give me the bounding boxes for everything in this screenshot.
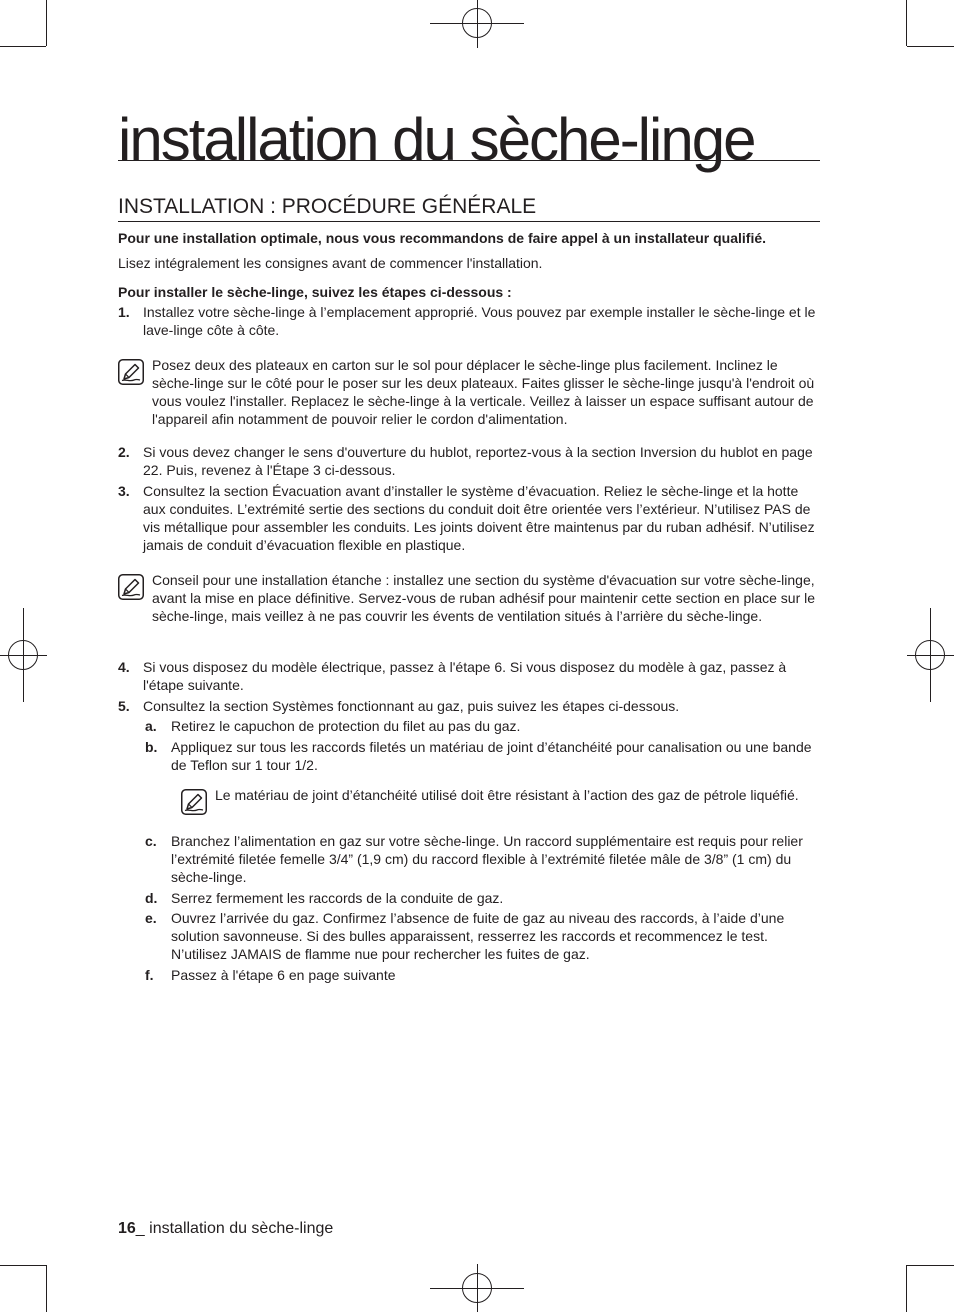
substep-b	[145, 738, 820, 774]
substep-text: Appliquez sur tous les raccords filetés un matériau de joint d’étanchéité pour canalisation ou une bande de Teflon sur 1 tour 1/2.	[171, 739, 812, 773]
pencil-note-icon	[118, 574, 144, 600]
crop-mark	[906, 1265, 907, 1312]
pencil-note-icon	[118, 359, 144, 385]
step-text: Si vous devez changer le sens d'ouverture du hublot, reportez-vous à la section Inversion du hublot en page 22. Puis, revenez à l'Étape 3 ci-dessous.	[143, 444, 813, 478]
section-title: INSTALLATION : PROCÉDURE GÉNÉRALE	[118, 194, 820, 222]
crop-mark	[46, 1265, 47, 1312]
pencil-note-icon	[181, 789, 207, 815]
substep-text: Branchez l’alimentation en gaz sur votre sèche-linge. Un raccord supplémentaire est requis pour relier l’extrémité filetée femelle 3/4” (1,9 cm) du raccord flexible à l’extrémité filetée mâle de 3/8” (1 cm) du sèche-linge.	[171, 833, 803, 885]
step-number: 5.	[118, 698, 130, 714]
intro-bold: Pour une installation optimale, nous vous recommandons de faire appel à un installateur qualifié.	[118, 230, 767, 246]
step-text: Installez votre sèche-linge à l’emplacement approprié. Vous pouvez par exemple installer le sèche-linge et le lave-linge côte à côte.	[143, 304, 816, 338]
crop-mark	[906, 0, 907, 46]
crop-mark	[46, 0, 47, 46]
substep-letter: e.	[145, 910, 157, 926]
step-text: Si vous disposez du modèle électrique, passez à l'étape 6. Si vous disposez du modèle à gaz, passez à l'étape suivante.	[143, 659, 787, 693]
footer-text: _ installation du sèche-linge	[135, 1220, 334, 1237]
step-number: 3.	[118, 483, 130, 499]
crop-mark	[907, 46, 954, 47]
crop-mark	[0, 46, 46, 47]
chapter-title	[118, 106, 820, 173]
page-footer	[118, 1219, 333, 1239]
substep-text: Retirez le capuchon de protection du filet au pas du gaz.	[171, 718, 521, 734]
substep-text: Ouvrez l’arrivée du gaz. Confirmez l’absence de fuite de gaz au niveau des raccords, à l’aide d’une solution savonneuse. Si des bulles apparaissent, resserrez les raccords et recommencez le test. N’utilisez JAMAIS de flamme nue pour rechercher les fuites de gaz.	[171, 910, 785, 962]
substep-c	[145, 832, 820, 886]
note-text: Le matériau de joint d’étanchéité utilisé doit être résistant à l’action des gaz de pétrole liquéfié.	[215, 787, 799, 803]
substep-letter: f.	[145, 967, 154, 983]
substep-letter: d.	[145, 890, 158, 906]
substep-f	[145, 966, 820, 984]
substep-d	[145, 889, 820, 907]
crop-mark	[907, 1265, 954, 1266]
step-text: Consultez la section Évacuation avant d’installer le système d’évacuation. Reliez le sèche-linge et la hotte aux conduites. L’extrémité sertie des sections du conduit doit être orientée vers l’extérieur. N’utilisez PAS de vis métallique pour assembler les conduits. Les joints doivent être maintenus par du ruban adhésif. N’utilisez jamais de conduit d’évacuation flexible en plastique.	[143, 483, 815, 553]
crop-mark	[0, 1265, 46, 1266]
step-3	[118, 482, 820, 554]
note-text: Posez deux des plateaux en carton sur le sol pour déplacer le sèche-linge plus facilement. Inclinez le sèche-linge sur le côté pour le poser sur les deux plateaux. Faites glisser le sèche-linge jusqu'à l'endroit où vous voulez l'installer. Replacez le sèche-linge à la verticale. Veillez à laisser un espace suffisant autour de l'appareil afin notamment de pouvoir relier le cordon d'alimentation.	[152, 357, 815, 427]
substep-a	[145, 717, 820, 735]
step-4	[118, 658, 820, 694]
substep-text: Passez à l'étape 6 en page suivante	[171, 967, 396, 983]
substep-e	[145, 909, 820, 963]
intro-text: Lisez intégralement les consignes avant de commencer l'installation.	[118, 255, 543, 271]
substep-letter: c.	[145, 833, 157, 849]
step-number: 1.	[118, 304, 130, 320]
step-5	[118, 697, 820, 715]
substep-letter: a.	[145, 718, 157, 734]
crosshair-icon	[8, 640, 38, 670]
crosshair-icon	[462, 8, 492, 38]
step-2	[118, 443, 820, 479]
step-1	[118, 303, 820, 339]
note-3	[181, 786, 820, 804]
note-text: Conseil pour une installation étanche : installez une section du système d'évacuation sur votre sèche-linge, avant la mise en place définitive. Servez-vous de ruban adhésif pour maintenir cette section en place sur le sèche-linge, mais veillez à ne pas couvrir les évents de ventilation situés à l’arrière du sèche-linge.	[152, 572, 816, 624]
step-number: 4.	[118, 659, 130, 675]
note-2	[118, 571, 820, 625]
steps-heading: Pour installer le sèche-linge, suivez les étapes ci-dessous :	[118, 284, 512, 300]
substep-text: Serrez fermement les raccords de la conduite de gaz.	[171, 890, 504, 906]
chapter-title-text: installation du sèche-linge	[118, 106, 755, 173]
crosshair-icon	[915, 640, 945, 670]
step-text: Consultez la section Systèmes fonctionnant au gaz, puis suivez les étapes ci-dessous.	[143, 698, 680, 714]
substep-letter: b.	[145, 739, 158, 755]
step-number: 2.	[118, 444, 130, 460]
note-1	[118, 356, 820, 428]
page-number: 16	[118, 1220, 136, 1237]
crosshair-icon	[462, 1273, 492, 1303]
